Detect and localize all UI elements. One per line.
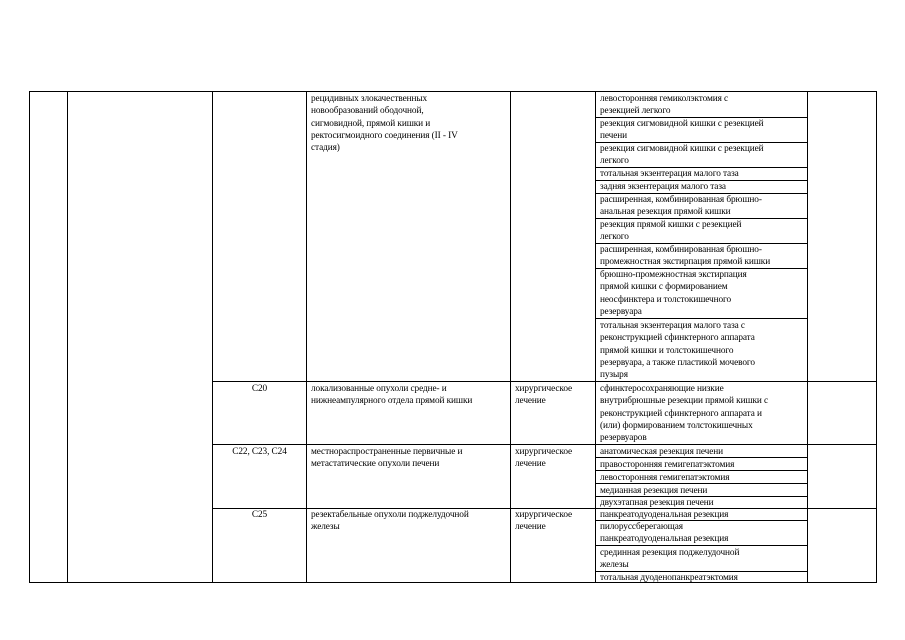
method-cell: расширенная, комбинированная брюшно- анальная резекция прямой кишки	[600, 195, 762, 218]
disease-cell: рецидивных злокачественных новообразований ободочной, сигмовидной, прямой кишки и ректосигмоидного соединения (II - IV стадия)	[311, 94, 458, 154]
method-cell: анатомическая резекция печени	[600, 447, 723, 457]
disease-cell: местнораспространенные первичные и метастатические опухоли печени	[311, 447, 463, 470]
column-border	[29, 91, 30, 582]
code-cell: C20	[251, 384, 268, 394]
method-cell: срединная резекция поджелудочной железы	[600, 548, 740, 571]
method-cell: резекция сигмовидной кишки с резекцией легкого	[600, 144, 764, 167]
method-cell: резекция сигмовидной кишки с резекцией печени	[600, 119, 764, 142]
code-cell: C22, C23, C24	[232, 447, 287, 457]
method-cell: правосторонняя гемигепатэктомия	[600, 460, 735, 470]
method-cell: тотальная экзентерация малого таза с реконструкцией сфинктерного аппарата прямой кишки и толстокишечного резервуара, а также пластикой мочевого пузыря	[600, 321, 755, 381]
method-cell: тотальная дуоденопанкреатэктомия	[600, 573, 738, 583]
treatment-cell: хирургическое лечение	[515, 510, 573, 533]
method-cell: задняя экзентерация малого таза	[600, 182, 726, 192]
method-cell: левосторонняя гемигепатэктомия	[600, 473, 730, 483]
disease-cell: резектабельные опухоли поджелудочной железы	[311, 510, 469, 533]
method-cell: тотальная экзентерация малого таза	[600, 169, 739, 179]
treatment-cell: хирургическое лечение	[515, 447, 573, 470]
code-cell: C25	[251, 510, 268, 520]
method-cell: резекция прямой кишки с резекцией легкого	[600, 220, 742, 243]
disease-cell: локализованные опухоли средне- и нижнеампулярного отдела прямой кишки	[311, 384, 473, 407]
column-border	[876, 91, 877, 582]
method-cell: брюшно-промежностная экстирпация прямой кишки с формированием неосфинктера и толстокишечного резервуара	[600, 270, 747, 317]
row-separator	[212, 444, 876, 445]
column-border	[67, 91, 68, 582]
method-cell: левосторонняя гемиколэктомия с резекцией легкого	[600, 94, 729, 117]
method-cell: сфинктеросохраняющие низкие внутрибрюшные резекции прямой кишки с реконструкцией сфинктерного аппарата и (или) формированием толстокишечных резервуаров	[600, 384, 769, 444]
method-cell: медианная резекция печени	[600, 486, 708, 496]
row-separator	[212, 381, 876, 382]
method-cell: расширенная, комбинированная брюшно- промежностная экстирпация прямой кишки	[600, 245, 771, 268]
method-cell: двухэтапная резекция печени	[600, 498, 714, 508]
method-cell: панкреатодуоденальная резекция	[600, 510, 729, 520]
table-bottom-border	[29, 582, 877, 583]
method-cell: пилоруссберегающая панкреатодуоденальная резекция	[600, 522, 729, 545]
table-top-border	[29, 91, 877, 92]
treatment-cell: хирургическое лечение	[515, 384, 573, 407]
